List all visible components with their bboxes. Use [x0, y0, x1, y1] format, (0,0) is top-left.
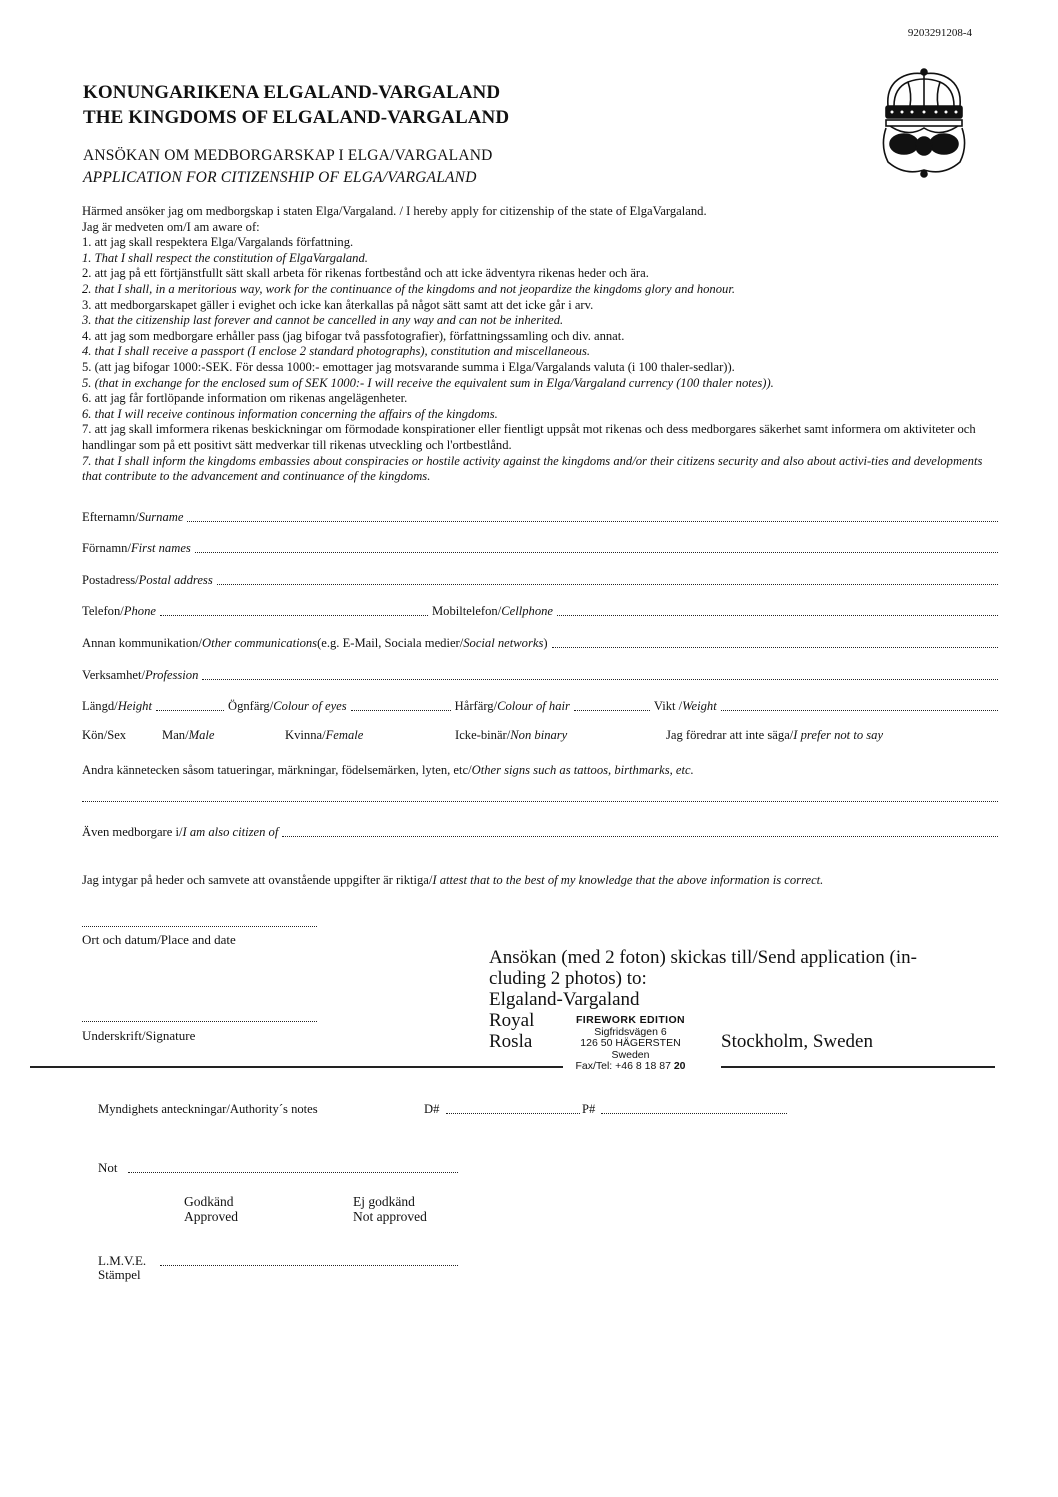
gender-option-male[interactable]: Man/Male: [162, 728, 215, 742]
intro-line: 6. that I will receive continous information concerning the affairs of the kingdoms.: [82, 406, 498, 421]
d-number-input-line[interactable]: [446, 1113, 580, 1114]
d-number-label: D#: [424, 1102, 440, 1116]
p-number-input-line[interactable]: [601, 1113, 787, 1114]
title-english: THE KINGDOMS OF ELGALAND-VARGALAND: [83, 107, 510, 128]
title-swedish: KONUNGARIKENA ELGALAND-VARGALAND: [83, 82, 501, 103]
first-names-field[interactable]: Förnamn/ First names: [82, 538, 1000, 556]
also-citizen-input-line[interactable]: [282, 836, 998, 837]
intro-line: 1. att jag skall respektera Elga/Vargalands författning.: [82, 235, 354, 250]
lmve-stamp-label: L.M.V.E. Stämpel: [98, 1253, 147, 1282]
send-application-info: Ansökan (med 2 foton) skickas till/Send application (in- cluding 2 photos) to: Elgaland-Vargaland Royal Rosla: [489, 947, 917, 1052]
gender-option-prefer-not[interactable]: Jag föredrar att inte säga/I prefer not to say: [666, 728, 884, 742]
postal-address-input-line[interactable]: [217, 584, 998, 585]
surname-input-line[interactable]: [187, 521, 998, 522]
approved-option[interactable]: Godkänd Approved: [184, 1194, 238, 1224]
royal-crest-icon: [878, 66, 970, 180]
subtitle-english: APPLICATION FOR CITIZENSHIP OF ELGA/VARGALAND: [83, 169, 477, 186]
intro-line: 2. att jag på ett förtjänstfullt sätt skall arbeta för rikenas fortbestånd och att icke ädventyra rikenas heder och ära.: [82, 266, 649, 281]
phone-input-line[interactable]: [160, 615, 428, 616]
divider-right: [721, 1066, 995, 1068]
gender-option-female[interactable]: Kvinna/Female: [285, 728, 364, 742]
intro-line: 3. att medborgarskapet gäller i evighet och icke kan återkallas på något sätt samt att det icke går i arv.: [82, 297, 594, 312]
place-date-input-line[interactable]: [82, 926, 317, 927]
signature-input-line[interactable]: [82, 1021, 317, 1022]
profession-input-line[interactable]: [202, 679, 998, 680]
first-names-input-line[interactable]: [195, 552, 998, 553]
not-label: Not: [98, 1160, 118, 1175]
publisher-stamp: FIREWORK EDITION Sigfridsvägen 6 126 50 HÄGERSTEN Sweden Fax/Tel: +46 8 18 87 20: [575, 1014, 686, 1073]
subtitle-swedish: ANSÖKAN OM MEDBORGARSKAP I ELGA/VARGALAND: [83, 147, 493, 164]
gender-label: Kön/Sex: [82, 728, 127, 742]
height-input-line[interactable]: [156, 710, 224, 711]
gender-row: [82, 728, 1000, 746]
phone-row: Telefon/ Phone Mobiltelefon/ Cellphone: [82, 601, 1000, 619]
also-citizen-field[interactable]: Även medborgare i/ I am also citizen of: [82, 822, 1000, 840]
intro-line: 7. that I shall inform the kingdoms embassies about conspiracies or hostile activity against the kingdoms and/or their citizens security and also about activi-ties and developments that contribute to the advancement and continuance of the kingdoms.: [82, 453, 983, 484]
weight-input-line[interactable]: [721, 710, 998, 711]
other-communications-field[interactable]: Annan kommunikation/ Other communications (e.g. E-Mail, Sociala medier/ Social networks ): [82, 633, 1000, 651]
authority-notes-label: Myndighets anteckningar/Authority´s notes: [98, 1102, 318, 1116]
attestation: Jag intygar på heder och samvete att ovanstående uppgifter är riktiga/ I attest that to the best of my knowledge that the above information is correct.: [82, 873, 824, 887]
other-signs-label: Andra kännetecken såsom tatueringar, märkningar, födelsemärken, lyten, etc/ Other signs such as tattoos, birthmarks, etc.: [82, 763, 694, 777]
not-input-line[interactable]: [128, 1172, 458, 1173]
surname-field[interactable]: Efternamn/ Surname: [82, 507, 1000, 525]
intro-line: 7. att jag skall imformera rikenas beskickningar om förmodade konspirationer eller fientligt uppsåt mot rikenas och dess medborgares säkerhet samt informera om aktiviteter och handlingar som på ett positivt sätt medverkar till rikenas utveckling och l'ortbestlånd.: [82, 422, 976, 452]
intro-line: 5. (that in exchange for the enclosed sum of SEK 1000:- I will receive the equivalent sum in Elga/Vargaland currency (100 thaler notes)).: [82, 375, 774, 390]
place-date-label: Ort och datum/Place and date: [82, 932, 236, 947]
postal-address-field[interactable]: Postadress/ Postal address: [82, 570, 1000, 588]
intro-line: Härmed ansöker jag om medborgskap i staten Elga/Vargaland. / I hereby apply for citizenship of the state of ElgaVargaland.: [82, 204, 707, 218]
intro-line: 5. (att jag bifogar 1000:-SEK. För dessa 1000:- emottager jag motsvarande summa i Elga/Vargalands valuta (i 100 thaler-sedlar)).: [82, 359, 735, 374]
cellphone-input-line[interactable]: [557, 615, 998, 616]
intro-line: Jag är medveten om/I am aware of:: [82, 219, 260, 234]
not-approved-option[interactable]: Ej godkänd Not approved: [353, 1194, 427, 1224]
eye-colour-input-line[interactable]: [351, 710, 451, 711]
hair-colour-input-line[interactable]: [574, 710, 650, 711]
other-communications-input-line[interactable]: [552, 647, 998, 648]
document-number: 9203291208-4: [907, 27, 972, 39]
destination-city: Stockholm, Sweden: [721, 1031, 873, 1052]
lmve-input-line[interactable]: [160, 1265, 458, 1266]
intro-line: 2. that I shall, in a meritorious way, work for the continuance of the kingdoms and not jeopardize the kingdoms glory and honour.: [82, 281, 735, 296]
gender-option-nonbinary[interactable]: Icke-binär/Non binary: [455, 728, 568, 742]
other-signs-input-line[interactable]: [82, 801, 998, 802]
signature-label: Underskrift/Signature: [82, 1028, 196, 1043]
p-number-label: P#: [582, 1102, 596, 1116]
divider-left: [30, 1066, 563, 1068]
intro-text: [82, 204, 1002, 485]
intro-line: 4. att jag som medborgare erhåller pass (jag bifogar två passfotografier), författningssamling och div. annat.: [82, 328, 625, 343]
intro-line: 4. that I shall receive a passport (I enclose 2 standard photographs), constitution and miscellaneous.: [82, 344, 591, 359]
intro-line: 1. That I shall respect the constitution of ElgaVargaland.: [82, 250, 368, 265]
intro-line: 3. that the citizenship last forever and cannot be cancelled in any way and can not be inherited.: [82, 313, 564, 328]
intro-line: 6. att jag får fortlöpande information om rikenas angelägenheter.: [82, 391, 408, 406]
profession-field[interactable]: Verksamhet/ Profession: [82, 665, 1000, 683]
physical-row: Längd/ Height Ögnfärg/ Colour of eyes Hårfärg/ Colour of hair Vikt / Weight: [82, 696, 1000, 714]
